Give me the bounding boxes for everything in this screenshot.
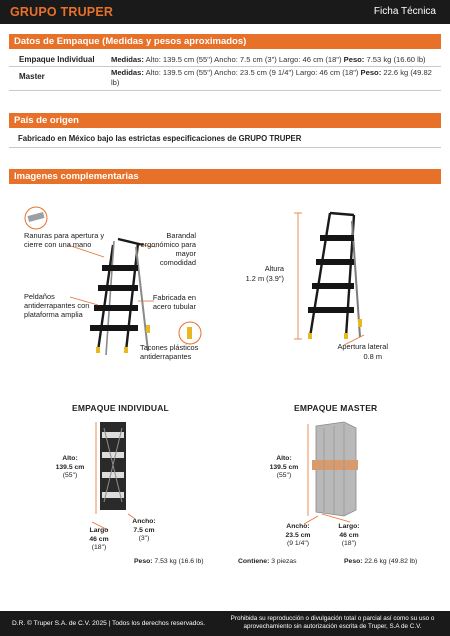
apertura-value: 0.8 m	[363, 352, 382, 361]
individual-title: EMPAQUE INDIVIDUAL	[72, 403, 169, 413]
ladder-dimensions-image	[290, 207, 370, 352]
individual-box-image	[94, 418, 134, 520]
brand-logo: GRUPO TRUPER	[10, 5, 114, 19]
row-divider	[9, 66, 441, 67]
master-ancho: Ancho: 23.5 cm (9 1/4")	[285, 523, 311, 547]
altura-label: Altura	[264, 264, 284, 273]
row-value-individual: Medidas: Alto: 139.5 cm (55") Ancho: 7.5 cm (3") Largo: 46 cm (18") Peso: 7.53 kg (16.60 lb)	[111, 55, 426, 64]
footer-copyright: D.R. © Truper S.A. de C.V. 2025 | Todos los derechos reservados.	[12, 620, 206, 627]
row-value-master: Medidas: Alto: 139.5 cm (55") Ancho: 23.5 cm (9 1/4") Largo: 46 cm (18") Peso: 22.6 kg (49.82 lb)	[111, 68, 432, 87]
callout-fabricada: Fabricada en acero tubular	[152, 293, 196, 311]
page-footer	[0, 611, 450, 636]
individual-ancho: Ancho: 7.5 cm (3")	[132, 518, 156, 542]
page-header	[0, 0, 450, 24]
callout-peldanos: Peldaños antiderrapantes con plataforma amplia	[24, 292, 90, 319]
footer-legal: Prohibida su reproducción o divulgación total o parcial así como su uso o aprovechamiento sin autorización escrita de Truper, S.A de C.V.	[230, 615, 435, 630]
apertura-label: Apertura lateral	[337, 342, 388, 351]
individual-peso: Peso: 7.53 kg (16.6 lb)	[134, 558, 204, 565]
row-divider	[9, 147, 441, 148]
master-contiene: Contiene: 3 piezas	[238, 558, 297, 565]
row-label-individual: Empaque Individual	[19, 55, 95, 64]
row-label-master: Master	[19, 72, 45, 81]
images-section-title: Imagenes complementarias	[9, 169, 441, 184]
ladder-features-image	[18, 205, 203, 365]
individual-largo: Largo 46 cm (18")	[89, 527, 109, 551]
callout-tacones: Tacones plásticos antiderrapantes	[140, 343, 199, 361]
master-largo: Largo: 46 cm (18")	[338, 523, 360, 547]
master-box-image	[304, 418, 364, 520]
header-title: Ficha Técnica	[373, 6, 436, 17]
altura-value: 1.2 m (3.9")	[245, 274, 284, 283]
master-peso: Peso: 22.6 kg (49.82 lb)	[344, 558, 418, 565]
individual-alto: Alto: 139.5 cm (55")	[55, 455, 85, 479]
master-alto: Alto: 139.5 cm (55")	[269, 455, 299, 479]
master-title: EMPAQUE MASTER	[294, 403, 378, 413]
origin-section-title: País de origen	[9, 113, 441, 128]
row-divider	[9, 90, 441, 91]
callout-barandal: Barandal ergonómico para mayor comodidad	[140, 231, 196, 267]
callout-ranuras: Ranuras para apertura y cierre con una mano	[24, 231, 105, 249]
origin-text: Fabricado en México bajo las estrictas especificaciones de GRUPO TRUPER	[18, 134, 302, 143]
packaging-section-title: Datos de Empaque (Medidas y pesos aproximados)	[9, 34, 441, 49]
